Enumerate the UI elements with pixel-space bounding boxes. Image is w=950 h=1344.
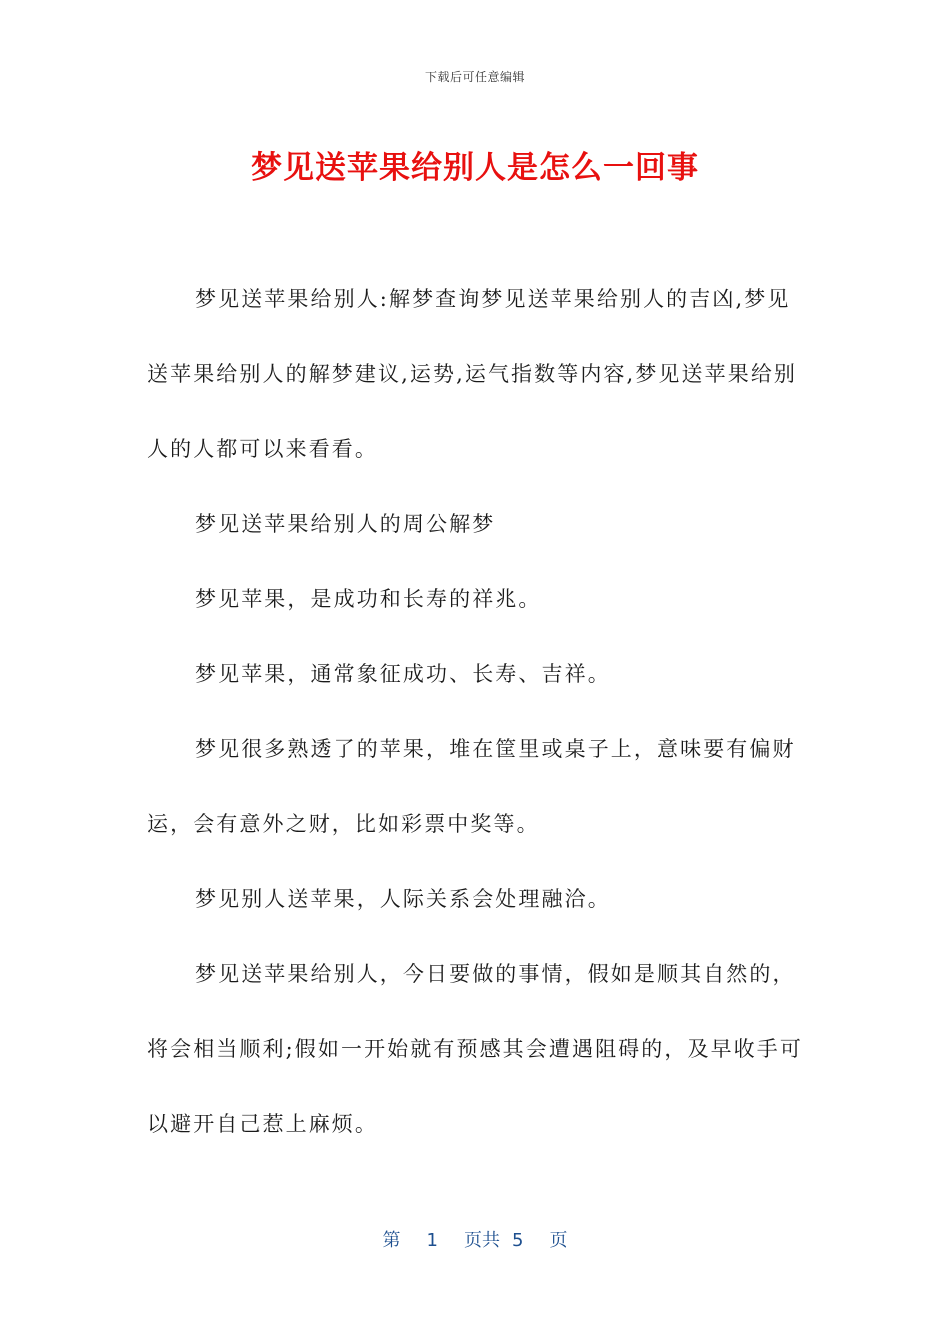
paragraph: 梦见苹果，是成功和长寿的祥兆。 bbox=[195, 587, 542, 611]
footer-total-pages: 5 bbox=[512, 1230, 524, 1251]
footer-current-page: 1 bbox=[426, 1230, 438, 1251]
paragraph: 梦见送苹果给别人，今日要做的事情，假如是顺其自然的，将会相当顺利;假如一开始就有预感其会遭遇阻碍的，及早收手可以避开自己惹上麻烦。 bbox=[147, 962, 803, 1136]
paragraph: 梦见送苹果给别人的周公解梦 bbox=[195, 512, 496, 536]
document-body bbox=[147, 262, 807, 1162]
footer-suffix: 页 bbox=[549, 1230, 568, 1251]
page-footer bbox=[0, 1226, 950, 1252]
paragraph: 梦见别人送苹果，人际关系会处理融洽。 bbox=[195, 887, 611, 911]
paragraph: 梦见送苹果给别人:解梦查询梦见送苹果给别人的吉凶,梦见送苹果给别人的解梦建议,运势,运气指数等内容,梦见送苹果给别人的人都可以来看看。 bbox=[147, 287, 798, 461]
header-note: 下载后可任意编辑 bbox=[424, 70, 525, 84]
footer-middle: 页共 bbox=[464, 1230, 500, 1251]
paragraph: 梦见苹果，通常象征成功、长寿、吉祥。 bbox=[195, 662, 611, 686]
footer-prefix: 第 bbox=[382, 1230, 401, 1251]
paragraph: 梦见很多熟透了的苹果，堆在筐里或桌子上，意味要有偏财运，会有意外之财，比如彩票中奖等。 bbox=[147, 737, 796, 836]
document-title: 梦见送苹果给别人是怎么一回事 bbox=[251, 150, 699, 186]
